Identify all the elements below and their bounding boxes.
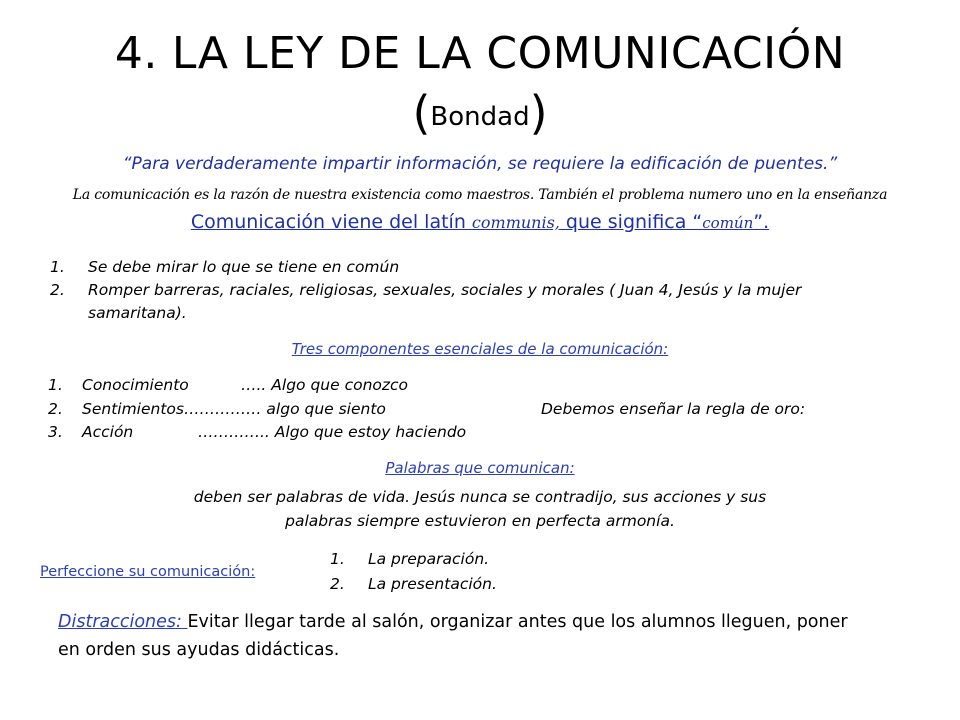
- etymology-latin: communis,: [471, 213, 560, 232]
- components-heading-link[interactable]: Tres componentes esenciales de la comunicación:: [291, 340, 669, 358]
- list-number: 2.: [50, 281, 65, 299]
- list-item: [48, 374, 409, 398]
- list-item: [48, 398, 386, 422]
- list-item: [330, 572, 497, 597]
- list-item: [50, 279, 910, 325]
- component-desc: algo que siento: [266, 399, 386, 418]
- quote: “Para verdaderamente impartir información, se requiere la edificación de puentes.”: [122, 154, 838, 174]
- list-text: Romper barreras, raciales, religiosas, sexuales, sociales y morales ( Juan 4, Jesús y la mujer samaritana).: [88, 281, 802, 322]
- page-title: [0, 28, 960, 80]
- distractions-text: Evitar llegar tarde al salón, organizar antes que los alumnos lleguen, poner en orden sus ayudas didácticas.: [58, 612, 848, 660]
- list-text: La preparación.: [368, 550, 490, 568]
- list-number: 2.: [48, 399, 63, 418]
- subtitle-text: Bondad: [430, 102, 530, 132]
- perfect-list: [330, 547, 497, 597]
- subtitle: [0, 88, 960, 142]
- list-number: 3.: [48, 423, 63, 441]
- perfect-communication-link[interactable]: Perfeccione su comunicación:: [40, 564, 256, 580]
- etymology-meaning: común: [702, 214, 754, 232]
- intro-text: La comunicación es la razón de nuestra existencia como maestros. También el problema numero uno en la enseñanza: [72, 187, 888, 203]
- component-term: Acción: [82, 423, 134, 441]
- list-item: [48, 421, 467, 445]
- title-number: 4.: [114, 28, 158, 79]
- component-term: Sentimientos……………: [82, 399, 262, 418]
- list-item: [50, 256, 910, 279]
- list-text: Se debe mirar lo que se tiene en común: [88, 258, 400, 276]
- list-text: La presentación.: [368, 575, 497, 593]
- subtitle-close-paren: ): [529, 86, 548, 140]
- list-number: 1.: [50, 258, 65, 276]
- etymology-line: [0, 211, 960, 233]
- distractions-paragraph: [58, 608, 858, 664]
- list-number: 2.: [330, 575, 345, 593]
- distractions-link[interactable]: Distracciones:: [58, 612, 188, 632]
- etymology-prefix: Comunicación viene del latín: [190, 211, 472, 233]
- words-description: [0, 485, 960, 533]
- title-text: LA LEY DE LA COMUNICACIÓN: [171, 28, 846, 79]
- words-line: palabras siempre estuvieron en perfecta armonía.: [285, 512, 675, 530]
- common-ground-list: [50, 256, 910, 325]
- component-desc: ………….. Algo que estoy haciendo: [198, 423, 467, 441]
- words-line: deben ser palabras de vida. Jesús nunca se contradijo, sus acciones y sus: [193, 488, 767, 506]
- golden-rule-text: Debemos enseñar la regla de oro:: [541, 400, 806, 418]
- component-desc: ….. Algo que conozco: [241, 376, 409, 394]
- etymology-middle: que significa “: [559, 211, 703, 233]
- subtitle-open-paren: (: [412, 86, 431, 140]
- list-number: 1.: [330, 550, 345, 568]
- component-term: Conocimiento: [82, 376, 189, 394]
- list-number: 1.: [48, 376, 63, 394]
- etymology-suffix: ”.: [753, 211, 770, 233]
- components-list: [48, 374, 467, 445]
- words-heading-link[interactable]: Palabras que comunican:: [385, 459, 575, 477]
- list-item: [330, 547, 497, 572]
